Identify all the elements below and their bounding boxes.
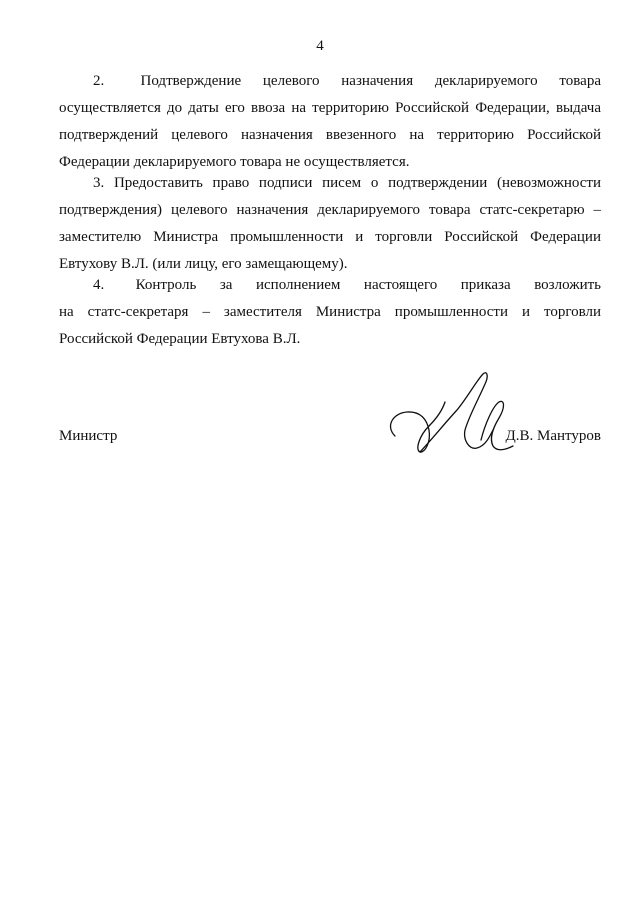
paragraph-2 — [59, 68, 601, 176]
paragraph-line: осуществляется до даты его ввоза на территорию Российской Федерации, выдача — [59, 100, 601, 116]
signature-block — [59, 428, 601, 458]
signer-name: Д.В. Мантуров — [505, 428, 601, 444]
paragraph-line: 3. Предоставить право подписи писем о подтверждении (невозможности — [93, 175, 601, 191]
paragraph-line: 2. Подтверждение целевого назначения декларируемого товара — [93, 73, 601, 89]
paragraph-line: подтверждений целевого назначения ввезенного на территорию Российской — [59, 127, 601, 143]
paragraph-line: подтверждения) целевого назначения декларируемого товара статс-секретарю – — [59, 202, 601, 218]
paragraph-3 — [59, 170, 601, 278]
position-title: Министр — [59, 428, 118, 444]
paragraph-line: Евтухову В.Л. (или лицу, его замещающему). — [59, 256, 348, 272]
paragraph-4 — [59, 272, 601, 353]
page-number: 4 — [316, 38, 324, 54]
paragraph-line: заместителю Министра промышленности и торговли Российской Федерации — [59, 229, 601, 245]
paragraph-line: Российской Федерации Евтухова В.Л. — [59, 331, 301, 347]
paragraph-line: Федерации декларируемого товара не осуществляется. — [59, 154, 410, 170]
paragraph-line: на статс-секретаря – заместителя Министра промышленности и торговли — [59, 304, 601, 320]
paragraph-line: 4. Контроль за исполнением настоящего приказа возложить — [93, 277, 601, 293]
